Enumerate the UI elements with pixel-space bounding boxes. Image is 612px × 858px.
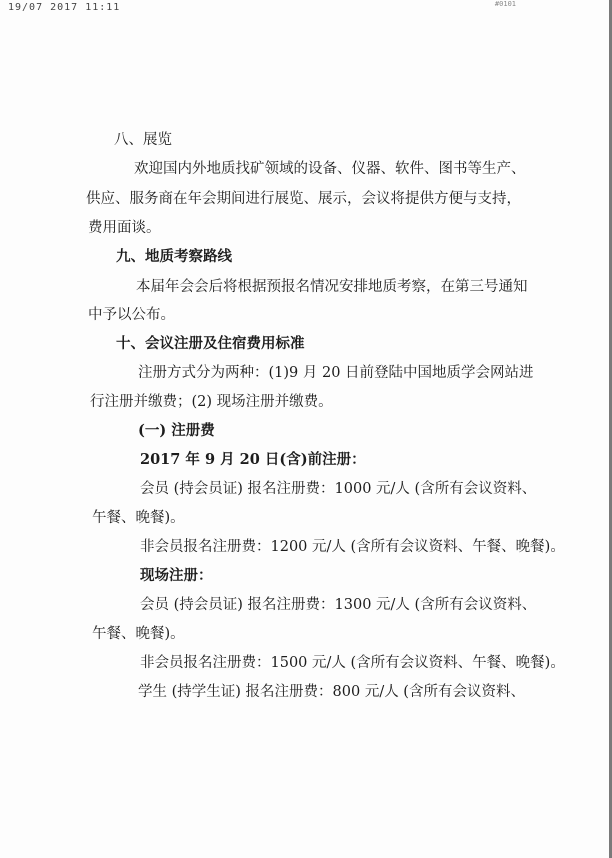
onsite-member-fee-line-1: 会员 (持会员证) 报名注册费：1300 元/人 (含所有会议资料、	[140, 597, 537, 613]
early-nonmember-fee: 非会员报名注册费：1200 元/人 (含所有会议资料、午餐、晚餐)。	[140, 539, 565, 555]
section-9-heading: 九、地质考察路线	[116, 248, 232, 265]
section-8-heading: 八、展览	[114, 132, 172, 148]
fax-timestamp: 19/07 2017 11:11	[8, 2, 121, 13]
onsite-member-fee-line-2: 午餐、晚餐)。	[92, 626, 185, 642]
section-9-line-2: 中予以公布。	[88, 307, 175, 323]
section-10-line-2: 行注册并缴费；(2) 现场注册并缴费。	[90, 394, 333, 410]
onsite-nonmember-fee: 非会员报名注册费：1500 元/人 (含所有会议资料、午餐、晚餐)。	[140, 655, 565, 671]
section-10-heading: 十、会议注册及住宿费用标准	[116, 335, 305, 352]
section-8-line-3: 费用面谈。	[88, 220, 161, 236]
section-9-line-1: 本届年会会后将根据预报名情况安排地质考察，在第三号通知	[136, 279, 528, 295]
section-10-line-1: 注册方式分为两种：(1)9 月 20 日前登陆中国地质学会网站进	[138, 365, 534, 381]
student-fee: 学生 (持学生证) 报名注册费：800 元/人 (含所有会议资料、	[138, 684, 525, 700]
early-registration-heading: 2017 年 9 月 20 日(含)前注册：	[140, 451, 366, 468]
early-member-fee-line-2: 午餐、晚餐)。	[92, 510, 185, 526]
registration-fee-heading: (一) 注册费	[138, 422, 215, 439]
section-8-line-1: 欢迎国内外地质找矿领域的设备、仪器、软件、图书等生产、	[134, 161, 526, 177]
onsite-registration-heading: 现场注册：	[140, 567, 213, 584]
section-8-line-2: 供应、服务商在年会期间进行展览、展示，会议将提供方便与支持，	[86, 191, 521, 207]
page-id: #0101	[494, 0, 516, 8]
early-member-fee-line-1: 会员 (持会员证) 报名注册费：1000 元/人 (含所有会议资料、	[140, 481, 537, 497]
